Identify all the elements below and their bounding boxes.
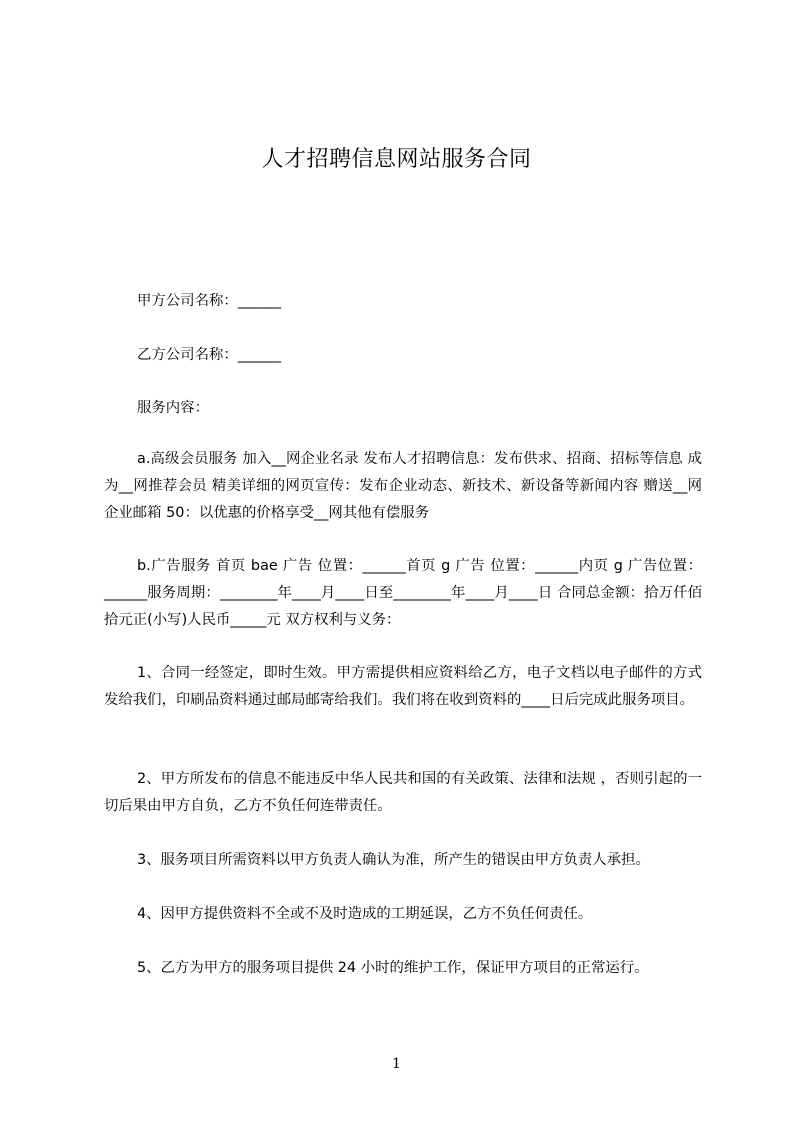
clause-1: 1、合同一经签定，即时生效。甲方需提供相应资料给乙方，电子文档以电子邮件的方式发给我们，印刷品资料通过邮局邮寄给我们。我们将在收到资料的____日后完成此服务项目。 (104, 665, 702, 708)
clause-5: 5、乙方为甲方的服务项目提供 24 小时的维护工作，保证甲方项目的正常运行。 (137, 960, 649, 976)
clause-2: 2、甲方所发布的信息不能违反中华人民共和国的有关政策、法律和法规 ，否则引起的一切后果由甲方自负，乙方不负任何连带责任。 (104, 771, 702, 814)
document-title: 人才招聘信息网站服务合同 (261, 147, 532, 172)
party-a-name: 甲方公司名称：______ (137, 293, 281, 309)
page-number: 1 (392, 1056, 401, 1072)
service-item-b: b.广告服务 首页 bae 广告 位置：______首页 g 广告 位置：______内页 g 广告位置：______服务周期：________年____月____日至________年____月____日 合同总金额：拾万仟佰拾元正(小写)人民币_____元 双方权利与义务： (104, 558, 702, 628)
service-heading: 服务内容： (137, 400, 209, 416)
party-b-name: 乙方公司名称：______ (137, 347, 281, 363)
service-item-a: a.高级会员服务 加入__网企业名录 发布人才招聘信息：发布供求、招商、招标等信息 成为__网推荐会员 精美详细的网页宣传：发布企业动态、新技术、新设备等新闻内容 赠送__网企业邮箱 50：以优惠的价格享受__网其他有偿服务 (104, 451, 702, 521)
clause-4: 4、因甲方提供资料不全或不及时造成的工期延误，乙方不负任何责任。 (137, 906, 593, 922)
clause-3: 3、服务项目所需资料以甲方负责人确认为准，所产生的错误由甲方负责人承担。 (137, 852, 650, 868)
